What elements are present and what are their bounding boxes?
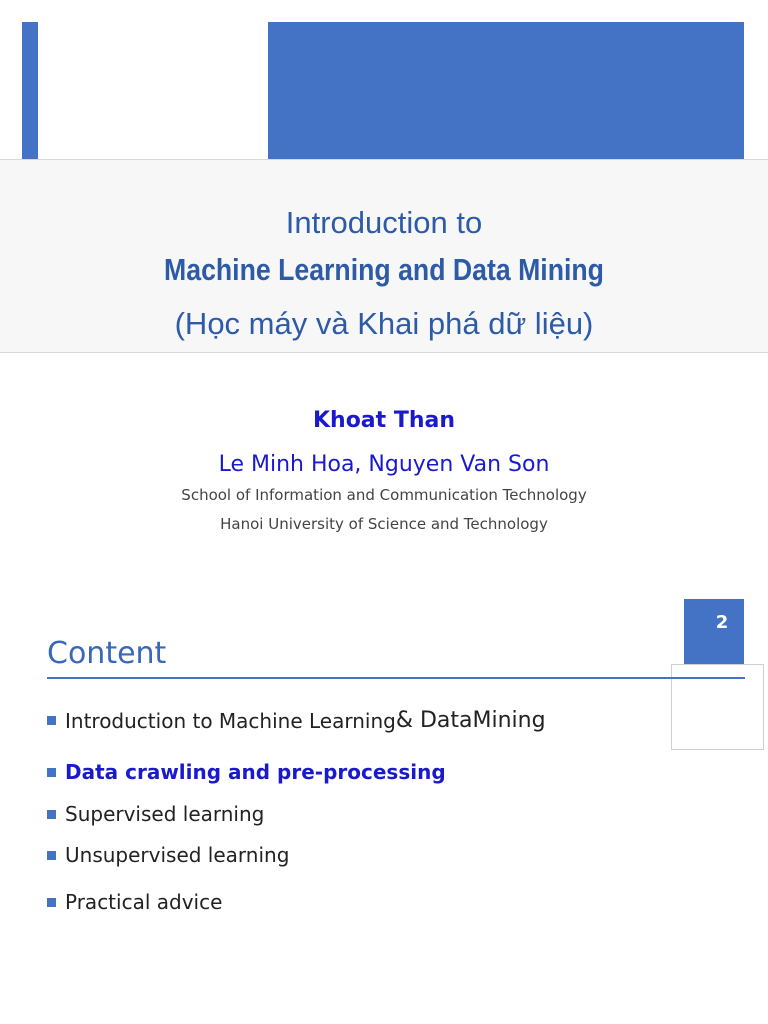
page-number: 2 bbox=[715, 612, 729, 633]
title-line-course: Machine Learning and Data Mining bbox=[164, 252, 604, 287]
square-bullet-icon bbox=[47, 851, 56, 860]
list-item-text: Unsupervised learning bbox=[65, 843, 290, 867]
top-accent-block bbox=[268, 22, 744, 160]
square-bullet-icon bbox=[47, 716, 56, 725]
content-heading: Content bbox=[47, 636, 167, 671]
list-item-text-suffix: & Data bbox=[395, 708, 473, 733]
main-author: Khoat Than bbox=[312, 408, 456, 433]
list-item-text-tail: Mining bbox=[472, 708, 546, 733]
list-item-text: Supervised learning bbox=[65, 802, 265, 826]
affiliation-school: School of Information and Communication Technology bbox=[181, 486, 587, 504]
square-bullet-icon bbox=[47, 768, 56, 777]
list-item-text: Practical advice bbox=[65, 890, 223, 914]
square-bullet-icon bbox=[47, 898, 56, 907]
list-item-unsupervised bbox=[47, 843, 289, 867]
list-item-intro bbox=[47, 708, 546, 733]
list-item-data-crawling bbox=[47, 760, 446, 784]
co-authors: Le Minh Hoa, Nguyen Van Son bbox=[218, 452, 550, 477]
list-item-practical bbox=[47, 890, 222, 914]
list-item-text: Data crawling and pre-processing bbox=[65, 760, 446, 784]
list-item-text-prefix: Introduction to Machine Learning bbox=[65, 708, 396, 733]
square-bullet-icon bbox=[47, 810, 56, 819]
title-line-intro: Introduction to bbox=[285, 205, 483, 240]
title-line-vietnamese: (Học máy và Khai phá dữ liệu) bbox=[174, 306, 594, 341]
heading-divider bbox=[47, 677, 745, 679]
left-accent-bar bbox=[22, 22, 38, 160]
list-item-supervised bbox=[47, 802, 264, 826]
affiliation-university: Hanoi University of Science and Technology bbox=[220, 515, 548, 533]
